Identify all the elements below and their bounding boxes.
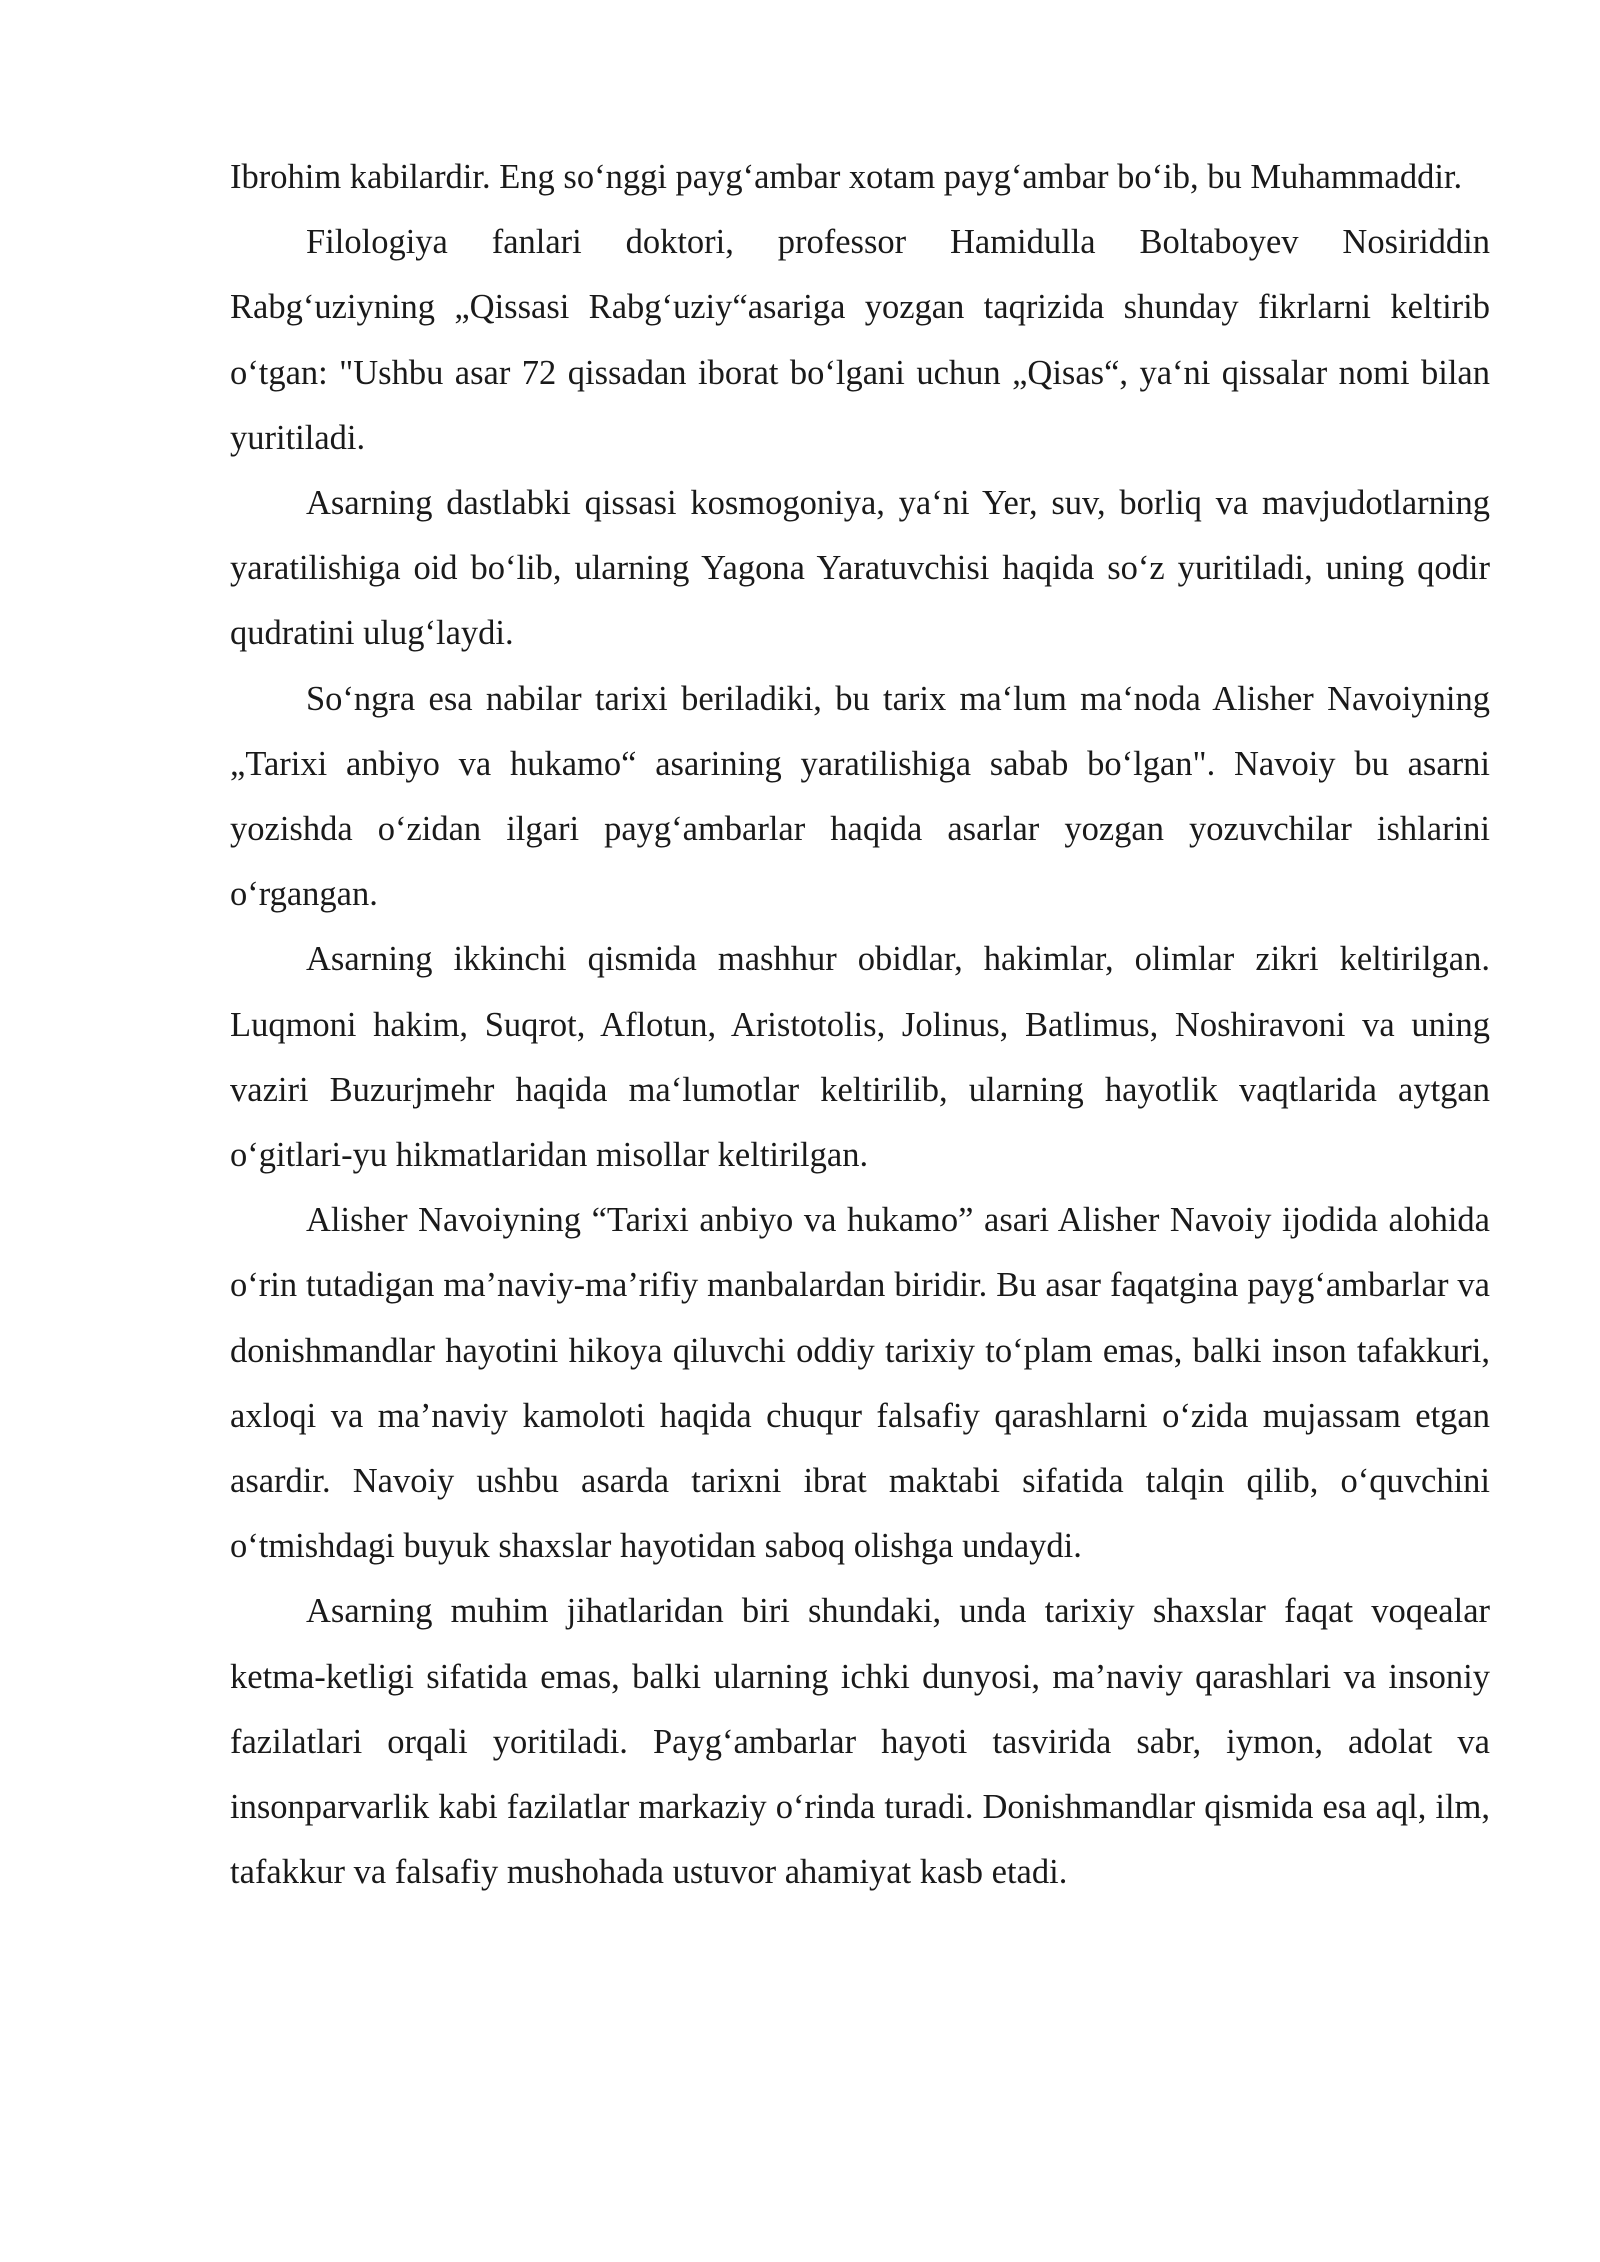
paragraph-2: Filologiya fanlari doktori, professor Hamidulla Boltaboyev Nosiriddin Rabg‘uziyning „Qissasi Rabg‘uziy“asariga yozgan taqrizida shunday fikrlarni keltirib o‘tgan: "Ushbu asar 72 qissadan iborat bo‘lgani uchun „Qisas“, ya‘ni qissalar nomi bilan yuritiladi. [230,223,1490,457]
paragraph-3: Asarning dastlabki qissasi kosmogoniya, ya‘ni Yer, suv, borliq va mavjudotlarning yaratilishiga oid bo‘lib, ularning Yagona Yaratuvchisi haqida so‘z yuritiladi, uning qodir qudratini ulug‘laydi. [230,484,1490,653]
paragraph-5: Asarning ikkinchi qismida mashhur obidlar, hakimlar, olimlar zikri keltirilgan. Luqmoni hakim, Suqrot, Aflotun, Aristotolis, Jolinus, Batlimus, Noshiravoni va uning vaziri Buzurjmehr haqida ma‘lumotlar keltirilib, ularning hayotlik vaqtlarida aytgan o‘gitlari-yu hikmatlaridan misollar keltirilgan. [230,940,1490,1175]
paragraph-7: Asarning muhim jihatlaridan biri shundaki, unda tarixiy shaxslar faqat voqealar ketma-ketligi sifatida emas, balki ularning ichki dunyosi, ma’naviy qarashlari va insoniy fazilatlari orqali yoritiladi. Payg‘ambarlar hayoti tasvirida sabr, iymon, adolat va insonparvarlik kabi fazilatlar markaziy o‘rinda turadi. Donishmandlar qismida esa aql, ilm, tafakkur va falsafiy mushohada ustuvor ahamiyat kasb etadi. [230,1592,1490,1892]
paragraph-6: Alisher Navoiyning “Tarixi anbiyo va hukamo” asari Alisher Navoiy ijodida alohida o‘rin tutadigan ma’naviy-ma’rifiy manbalardan biridir. Bu asar faqatgina payg‘ambarlar va donishmandlar hayotini hikoya qiluvchi oddiy tarixiy to‘plam emas, balki inson tafakkuri, axloqi va ma’naviy kamoloti haqida chuqur falsafiy qarashlarni o‘zida mujassam etgan asardir. Navoiy ushbu asarda tarixni ibrat maktabi sifatida talqin qilib, o‘quvchini o‘tmishdagi buyuk shaxslar hayotidan saboq olishga undaydi. [230,1201,1490,1566]
paragraph-4: So‘ngra esa nabilar tarixi beriladiki, bu tarix ma‘lum ma‘noda Alisher Navoiyning „Tarixi anbiyo va hukamo“ asarining yaratilishiga sabab bo‘lgan". Navoiy bu asarni yozishda o‘zidan ilgari payg‘ambarlar haqida asarlar yozgan yozuvchilar ishlarini o‘rgangan. [230,679,1490,914]
document-page [230,145,1490,1905]
paragraph-1: Ibrohim kabilardir. Eng so‘nggi payg‘ambar xotam payg‘ambar bo‘ib, bu Muhammaddir. [230,158,1463,196]
